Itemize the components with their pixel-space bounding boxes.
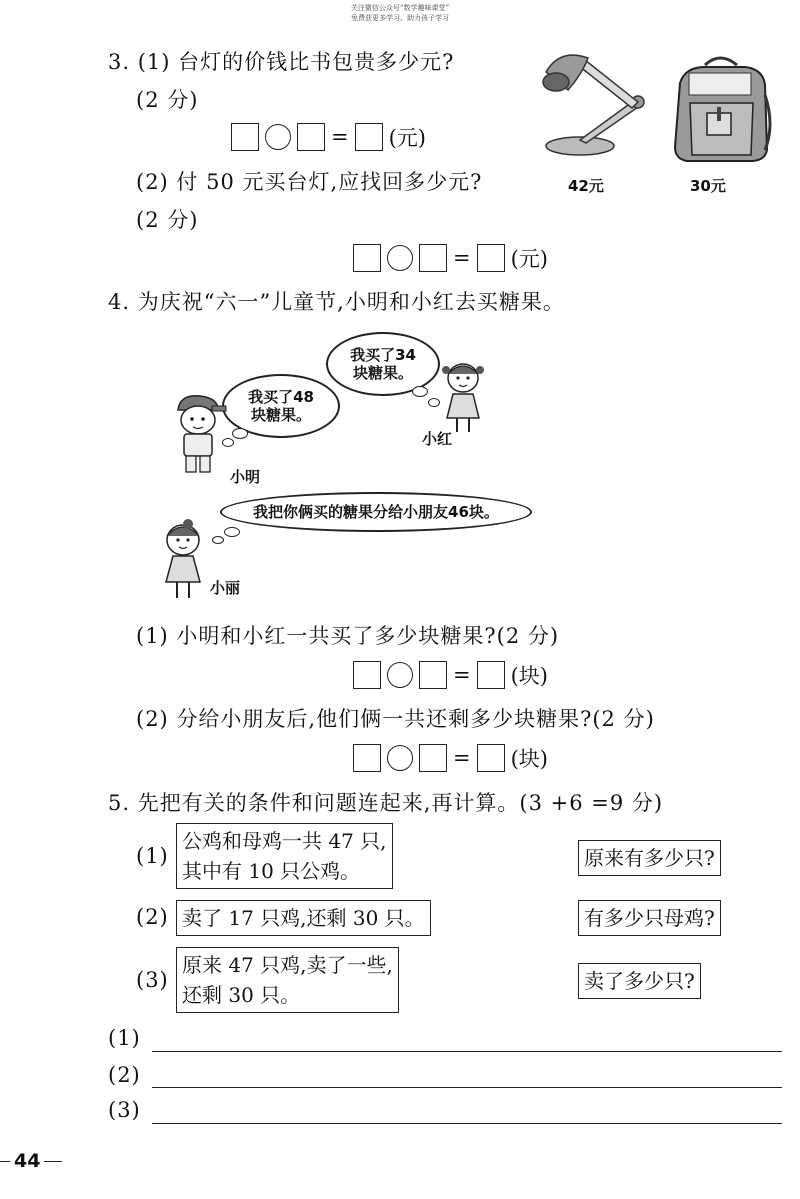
q4-sub1-text: (1) 小明和小红一共买了多少块糖果?(2 分) [136, 624, 560, 648]
footer-dash-left [0, 1161, 10, 1162]
equals-sign: = [453, 663, 471, 687]
equals-sign: = [453, 246, 471, 270]
condition-box-2[interactable] [176, 900, 431, 936]
operator-circle[interactable] [265, 124, 291, 150]
unit-label: (块) [510, 747, 548, 771]
condition-3-line-1: 原来 47 只鸡,卖了一些, [182, 953, 393, 977]
answer-box[interactable] [477, 244, 505, 272]
xiaohong-girl-illustration [438, 360, 488, 435]
q4-equation-2 [353, 743, 548, 773]
desk-lamp-illustration [540, 50, 650, 165]
condition-1-line-1: 公鸡和母鸡一共 47 只, [182, 829, 387, 853]
answer-box[interactable] [419, 661, 447, 689]
xiaoli-label: 小丽 [210, 579, 241, 597]
xiaoming-speech-bubble: 我买了48 块糖果。 [222, 374, 340, 438]
operator-circle[interactable] [387, 745, 413, 771]
thought-dot [412, 386, 428, 397]
footer-dash-right [44, 1161, 62, 1162]
thought-dot [212, 536, 224, 544]
q3-part2-score: (2 分) [136, 208, 199, 232]
xiaoli-speech-bubble: 我把你俩买的糖果分给小朋友46块。 [220, 492, 532, 532]
page-number: 44 [14, 1150, 41, 1172]
answer-box[interactable] [355, 123, 383, 151]
xiaohong-speech-bubble: 我买了34 块糖果。 [326, 332, 440, 396]
q3-equation-1 [231, 122, 426, 152]
answer-label-2: (2) [108, 1063, 141, 1087]
q4-equation-1 [353, 660, 548, 690]
condition-2-line-1: 卖了 17 只鸡,还剩 30 只。 [182, 906, 425, 930]
answer-box[interactable] [419, 244, 447, 272]
answer-line-1[interactable] [152, 1051, 782, 1052]
q3-part1-text: 3. (1) 台灯的价钱比书包贵多少元? [108, 50, 455, 74]
q3-equation-2 [353, 243, 548, 273]
question-box-1[interactable]: 原来有多少只? [578, 840, 721, 876]
answer-box[interactable] [419, 744, 447, 772]
thought-dot [232, 428, 248, 439]
answer-box[interactable] [353, 744, 381, 772]
answer-line-2[interactable] [152, 1087, 782, 1088]
backpack-illustration [665, 55, 775, 165]
condition-box-1[interactable] [176, 823, 393, 889]
question-box-3[interactable]: 卖了多少只? [578, 963, 701, 999]
operator-circle[interactable] [387, 245, 413, 271]
q5-label-2: (2) [136, 905, 169, 929]
header-line-2: 免费获更多学习、助力孩子学习 [351, 14, 449, 22]
q5-label-3: (3) [136, 968, 169, 992]
unit-label: (元) [510, 247, 548, 271]
q3-part2-text: (2) 付 50 元买台灯,应找回多少元? [136, 170, 483, 194]
unit-label: (块) [510, 664, 548, 688]
answer-box[interactable] [353, 244, 381, 272]
condition-1-line-2: 其中有 10 只公鸡。 [182, 859, 361, 883]
q5-label-1: (1) [136, 844, 169, 868]
q4-sub2-text: (2) 分给小朋友后,他们俩一共还剩多少块糖果?(2 分) [136, 707, 655, 731]
lamp-price: 42元 [568, 177, 604, 195]
answer-box[interactable] [353, 661, 381, 689]
thought-dot [224, 527, 240, 537]
header-note [0, 3, 800, 23]
xiaohong-label: 小红 [422, 430, 453, 448]
condition-box-3[interactable] [176, 947, 399, 1013]
answer-line-3[interactable] [152, 1123, 782, 1124]
answer-label-3: (3) [108, 1098, 141, 1122]
answer-box[interactable] [477, 744, 505, 772]
answer-label-1: (1) [108, 1026, 141, 1050]
question-box-2[interactable]: 有多少只母鸡? [578, 900, 721, 936]
q3-part1-score: (2 分) [136, 88, 199, 112]
equals-sign: = [331, 125, 349, 149]
operator-circle[interactable] [387, 662, 413, 688]
answer-box[interactable] [297, 123, 325, 151]
answer-box[interactable] [231, 123, 259, 151]
unit-label: (元) [388, 126, 426, 150]
answer-box[interactable] [477, 661, 505, 689]
header-line-1: 关注微信公众号“数学趣味课堂” [350, 4, 450, 12]
xiaoming-boy-illustration [172, 392, 227, 477]
xiaoming-label: 小明 [230, 468, 261, 486]
backpack-price: 30元 [690, 177, 726, 195]
xiaoli-girl-illustration [158, 518, 208, 602]
q5-title: 5. 先把有关的条件和问题连起来,再计算。(3 +6 =9 分) [108, 791, 664, 815]
equals-sign: = [453, 746, 471, 770]
condition-3-line-2: 还剩 30 只。 [182, 983, 301, 1007]
q4-title: 4. 为庆祝“六一”儿童节,小明和小红去买糖果。 [108, 290, 565, 314]
